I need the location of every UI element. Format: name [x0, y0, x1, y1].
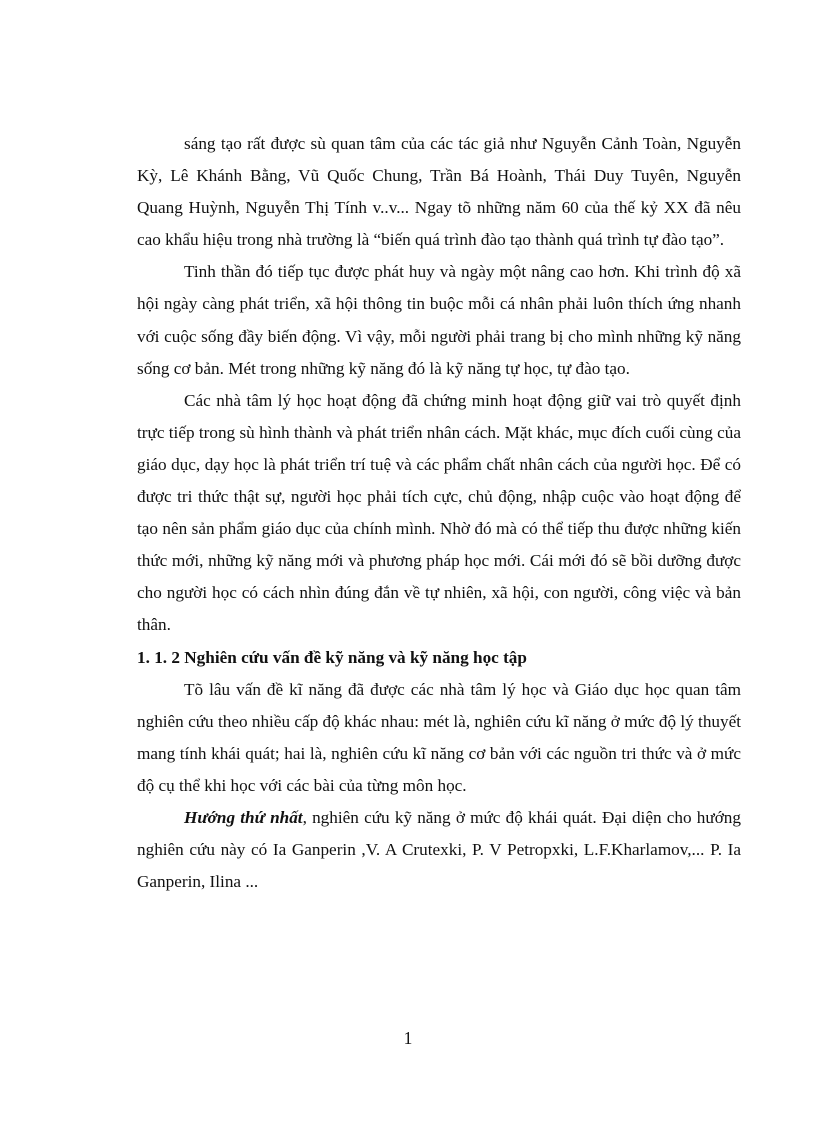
document-body	[137, 128, 741, 898]
paragraph-5-text: , nghiên cứu kỹ năng ở mức độ khái quát. Đại diện cho hướng nghiên cứu này có Ia Ganperin ,V. A Crutexki, P. V Petropxki, L.F.Kharlamov,... P. Ia Ganperin, Ilina ...	[137, 807, 741, 892]
paragraph-1: sáng tạo rất được sù quan tâm của các tác giả như Nguyễn Cảnh Toàn, Nguyễn Kỳ, Lê Khánh Bằng, Vũ Quốc Chung, Trần Bá Hoành, Thái Duy Tuyên, Nguyễn Quang Huỳnh, Nguyễn Thị Tính v..v... Ngay tõ những năm 60 của thế kỷ XX đã nêu cao khẩu hiệu trong nhà trường là “biến quá trình đào tạo thành quá trình tự đào tạo”.	[137, 134, 741, 250]
paragraph-2: Tinh thần đó tiếp tục được phát huy và ngày một nâng cao hơn. Khi trình độ xã hội ngày càng phát triển, xã hội thông tin buộc mỗi cá nhân phải luôn thích ứng nhanh với cuộc sống đầy biến động. Vì vậy, mỗi người phải trang bị cho mình những kỹ năng sống cơ bản. Mét trong những kỹ năng đó là kỹ năng tự học, tự đào tạo.	[137, 262, 741, 378]
section-heading: 1. 1. 2 Nghiên cứu vấn đề kỹ năng và kỹ năng học tập	[137, 647, 527, 667]
paragraph-5-emphasis: Hướng thứ nhất	[184, 807, 303, 827]
paragraph-5	[137, 802, 741, 898]
paragraph-4: Tõ lâu vấn đề kĩ năng đã được các nhà tâm lý học và Giáo dục học quan tâm nghiên cứu theo nhiều cấp độ khác nhau: mét là, nghiên cứu kĩ năng ở mức độ lý thuyết mang tính khái quát; hai là, nghiên cứu kĩ năng cơ bản với các nguồn tri thức và ở mức độ cụ thể khi học với các bài của từng môn học.	[137, 679, 741, 795]
page-number: 1	[403, 1028, 413, 1048]
paragraph-3: Các nhà tâm lý học hoạt động đã chứng minh hoạt động giữ vai trò quyết định trực tiếp trong sù hình thành và phát triển nhân cách. Mặt khác, mục đích cuối cùng của giáo dục, dạy học là phát triển trí tuệ và các phẩm chất nhân cách của người học. Để có được tri thức thật sự, người học phải tích cực, chủ động, nhập cuộc vào hoạt động để tạo nên sản phẩm giáo dục của chính mình. Nhờ đó mà có thể tiếp thu được những kiến thức mới, những kỹ năng mới và phương pháp học mới. Cái mới đó sẽ bồi dưỡng được cho người học có cách nhìn đúng đắn về tự nhiên, xã hội, con người, công việc và bản thân.	[137, 390, 741, 635]
